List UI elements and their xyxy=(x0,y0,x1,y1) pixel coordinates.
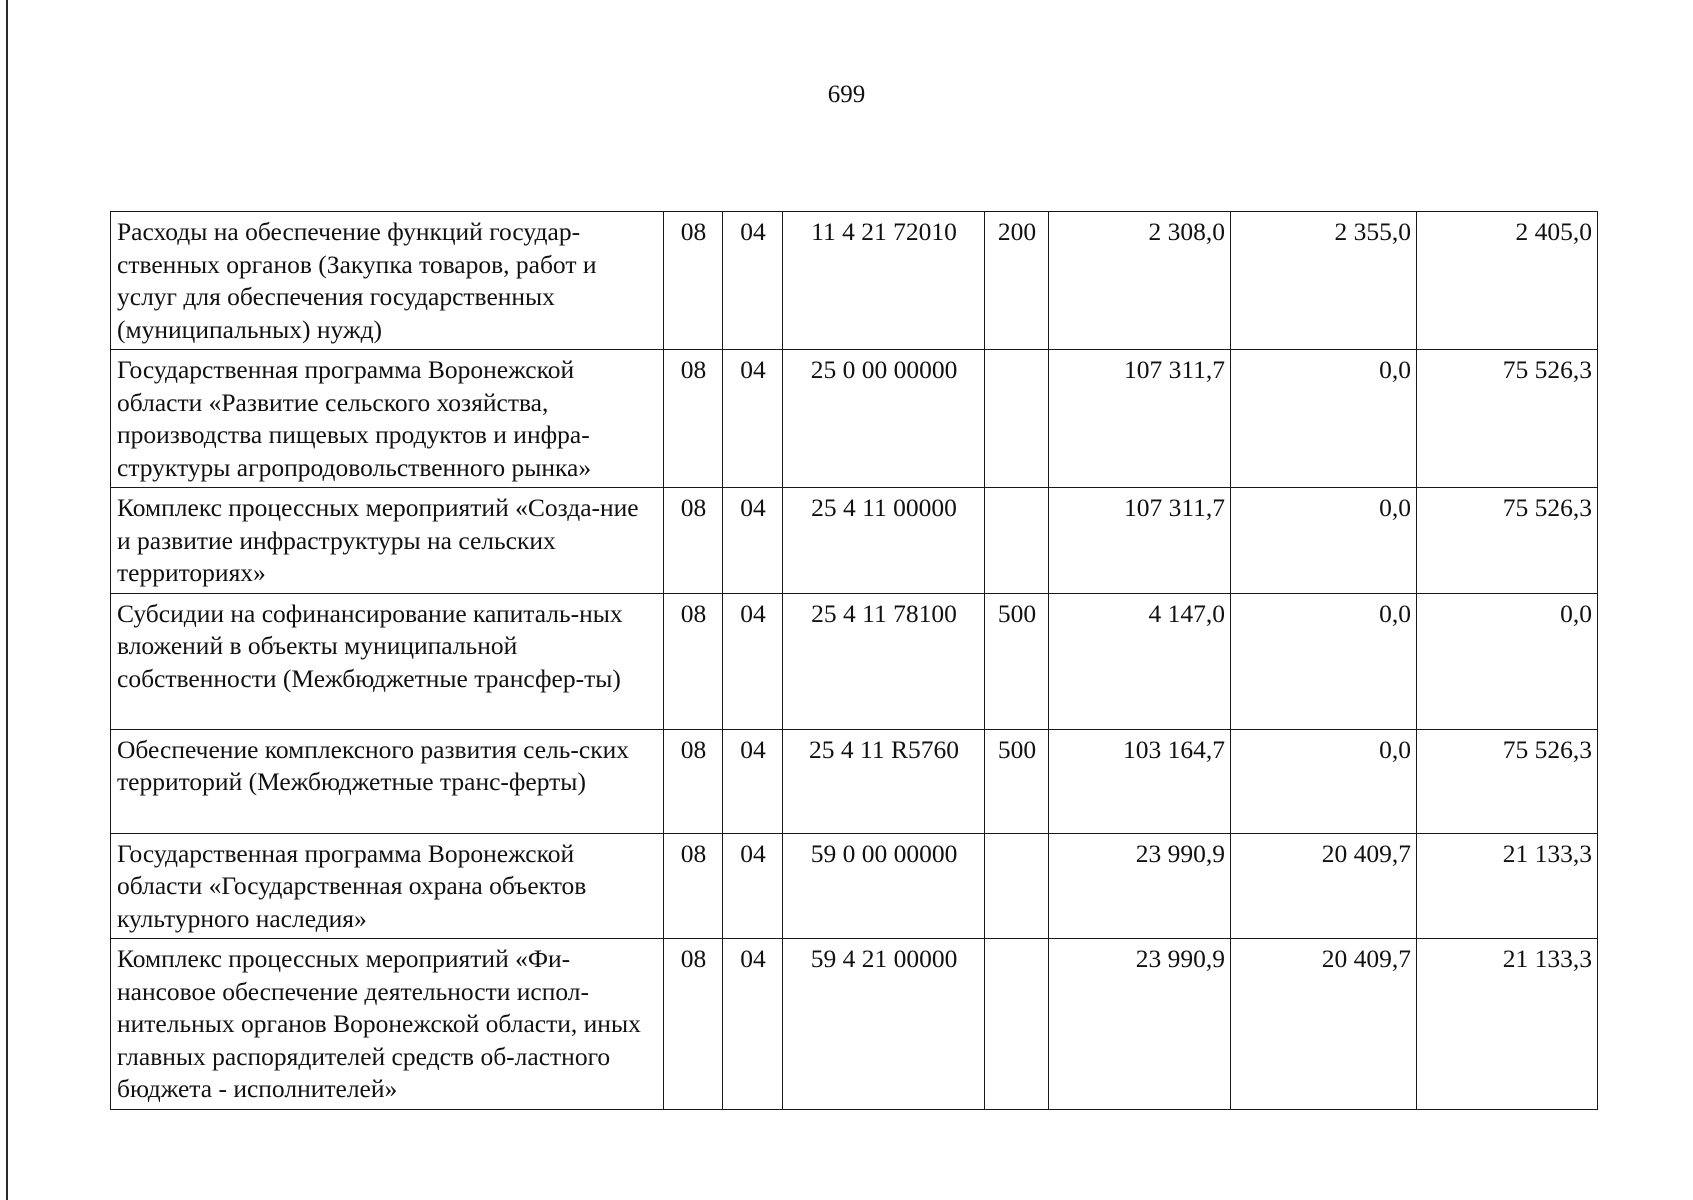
target-article-code: 25 4 11 78100 xyxy=(783,593,985,729)
subsection-code: 04 xyxy=(723,488,783,594)
expense-type-code: 200 xyxy=(985,212,1049,350)
subsection-code: 04 xyxy=(723,593,783,729)
amount-year-2: 20 409,7 xyxy=(1231,939,1417,1110)
amount-year-3: 0,0 xyxy=(1417,593,1598,729)
row-name: Обеспечение комплексного развития сель-ских территорий (Межбюджетные транс-ферты) xyxy=(111,729,664,833)
target-article-code: 25 4 11 R5760 xyxy=(783,729,985,833)
amount-year-1: 107 311,7 xyxy=(1049,488,1231,594)
page-number: 699 xyxy=(827,81,866,108)
amount-year-3: 2 405,0 xyxy=(1417,212,1598,350)
section-code: 08 xyxy=(664,593,723,729)
target-article-code: 25 4 11 00000 xyxy=(783,488,985,594)
table-row xyxy=(111,212,1598,350)
amount-year-2: 2 355,0 xyxy=(1231,212,1417,350)
table-row xyxy=(111,833,1598,939)
target-article-code: 25 0 00 00000 xyxy=(783,350,985,488)
amount-year-2: 0,0 xyxy=(1231,488,1417,594)
expense-type-code: 500 xyxy=(985,729,1049,833)
section-code: 08 xyxy=(664,350,723,488)
amount-year-2: 0,0 xyxy=(1231,350,1417,488)
target-article-code: 59 0 00 00000 xyxy=(783,833,985,939)
amount-year-2: 0,0 xyxy=(1231,593,1417,729)
table-row xyxy=(111,350,1598,488)
amount-year-1: 107 311,7 xyxy=(1049,350,1231,488)
row-name: Расходы на обеспечение функций государ-ственных органов (Закупка товаров, работ и услуг для обеспечения государственных (муниципальных) нужд) xyxy=(111,212,664,350)
expense-type-code xyxy=(985,350,1049,488)
section-code: 08 xyxy=(664,939,723,1110)
subsection-code: 04 xyxy=(723,833,783,939)
table-row xyxy=(111,729,1598,833)
row-name: Государственная программа Воронежской области «Развитие сельского хозяйства, производства пищевых продуктов и инфра-структуры агропродовольственного рынка» xyxy=(111,350,664,488)
budget-table xyxy=(110,211,1598,1110)
table-row xyxy=(111,939,1598,1110)
expense-type-code: 500 xyxy=(985,593,1049,729)
row-name: Государственная программа Воронежской области «Государственная охрана объектов культурного наследия» xyxy=(111,833,664,939)
table-row xyxy=(111,488,1598,594)
table-row xyxy=(111,593,1598,729)
subsection-code: 04 xyxy=(723,729,783,833)
expense-type-code xyxy=(985,833,1049,939)
target-article-code: 59 4 21 00000 xyxy=(783,939,985,1110)
amount-year-3: 75 526,3 xyxy=(1417,350,1598,488)
scan-edge-line xyxy=(6,0,8,1200)
expense-type-code xyxy=(985,488,1049,594)
amount-year-3: 75 526,3 xyxy=(1417,729,1598,833)
subsection-code: 04 xyxy=(723,212,783,350)
amount-year-1: 103 164,7 xyxy=(1049,729,1231,833)
section-code: 08 xyxy=(664,488,723,594)
row-name: Комплекс процессных мероприятий «Фи-нансовое обеспечение деятельности испол-нительных органов Воронежской области, иных главных распорядителей средств об-ластного бюджета - исполнителей» xyxy=(111,939,664,1110)
amount-year-3: 21 133,3 xyxy=(1417,939,1598,1110)
subsection-code: 04 xyxy=(723,350,783,488)
section-code: 08 xyxy=(664,729,723,833)
expense-type-code xyxy=(985,939,1049,1110)
row-name: Комплекс процессных мероприятий «Созда-ние и развитие инфраструктуры на сельских территориях» xyxy=(111,488,664,594)
amount-year-2: 0,0 xyxy=(1231,729,1417,833)
amount-year-1: 2 308,0 xyxy=(1049,212,1231,350)
amount-year-1: 23 990,9 xyxy=(1049,833,1231,939)
row-name: Субсидии на софинансирование капиталь-ных вложений в объекты муниципальной собственности (Межбюджетные трансфер-ты) xyxy=(111,593,664,729)
amount-year-3: 21 133,3 xyxy=(1417,833,1598,939)
section-code: 08 xyxy=(664,833,723,939)
amount-year-1: 23 990,9 xyxy=(1049,939,1231,1110)
subsection-code: 04 xyxy=(723,939,783,1110)
amount-year-1: 4 147,0 xyxy=(1049,593,1231,729)
amount-year-2: 20 409,7 xyxy=(1231,833,1417,939)
amount-year-3: 75 526,3 xyxy=(1417,488,1598,594)
section-code: 08 xyxy=(664,212,723,350)
target-article-code: 11 4 21 72010 xyxy=(783,212,985,350)
